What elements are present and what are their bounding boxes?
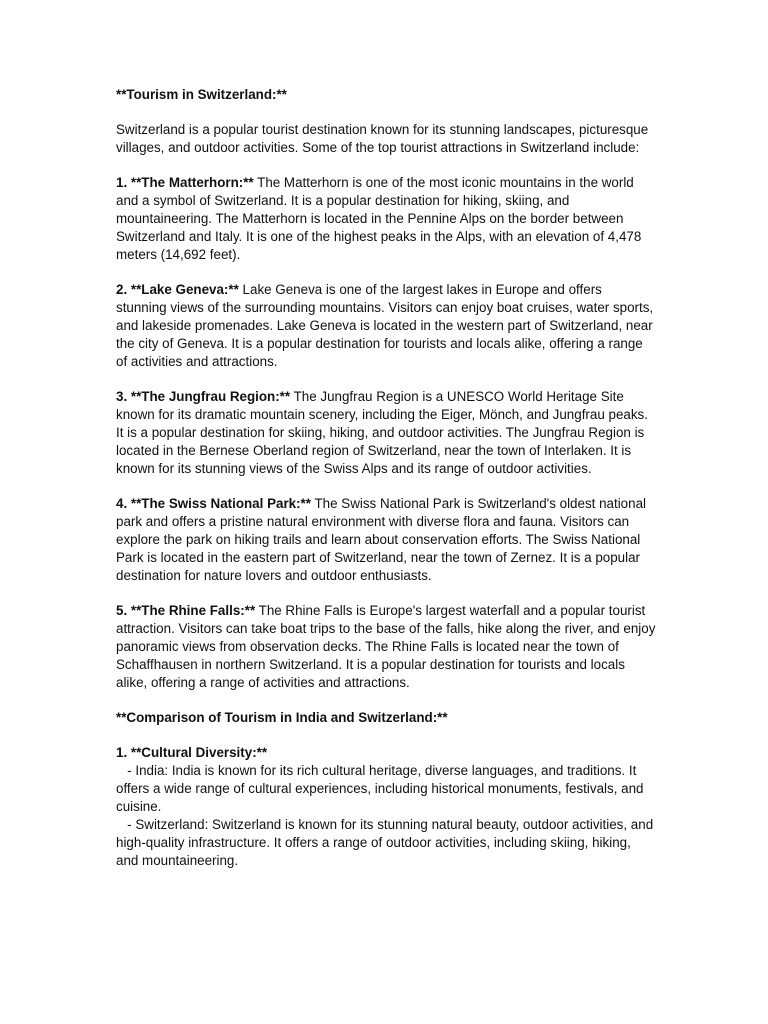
- attraction-text: The Swiss National Park is Switzerland's oldest national park and offers a pristine natural environment with diverse flora and fauna. Visitors can explore the park on hiking trails and learn about conservation efforts. The Swiss National Park is located in the eastern part of Switzerland, near the town of Zernez. It is a popular destination for nature lovers and outdoor enthusiasts.: [116, 496, 646, 583]
- intro-paragraph: Switzerland is a popular tourist destination known for its stunning landscapes, picturesque villages, and outdoor activities. Some of the top tourist attractions in Switzerland include:: [116, 122, 649, 155]
- comparison-india-text: - India: India is known for its rich cultural heritage, diverse languages, and traditions. It offers a wide range of cultural experiences, including historical monuments, festivals, and cuisine.: [116, 763, 644, 814]
- attraction-item-jungfrau: [116, 388, 656, 478]
- comparison-heading-text: **Comparison of Tourism in India and Switzerland:**: [116, 710, 448, 725]
- attraction-item-lake-geneva: [116, 281, 656, 371]
- heading-text: **Tourism in Switzerland:**: [116, 87, 287, 102]
- document-page: [116, 86, 656, 887]
- attraction-label: 5. **The Rhine Falls:**: [116, 603, 256, 618]
- comparison-label: 1. **Cultural Diversity:**: [116, 745, 268, 760]
- attraction-label: 2. **Lake Geneva:**: [116, 282, 239, 297]
- attraction-text: Lake Geneva is one of the largest lakes in Europe and offers stunning views of the surrounding mountains. Visitors can enjoy boat cruises, water sports, and lakeside promenades. Lake Geneva is located in the western part of Switzerland, near the city of Geneva. It is a popular destination for tourists and locals alike, offering a range of activities and attractions.: [116, 282, 654, 369]
- attraction-item-rhine-falls: [116, 602, 656, 692]
- comparison-heading: [116, 709, 656, 727]
- comparison-switzerland-text: - Switzerland: Switzerland is known for its stunning natural beauty, outdoor activities, and high-quality infrastructure. It offers a range of outdoor activities, including skiing, hiking, and mountaineering.: [116, 817, 654, 868]
- comparison-india: [116, 762, 656, 816]
- attraction-label: 1. **The Matterhorn:**: [116, 175, 254, 190]
- attraction-label: 3. **The Jungfrau Region:**: [116, 389, 291, 404]
- attraction-text: The Jungfrau Region is a UNESCO World Heritage Site known for its dramatic mountain scenery, including the Eiger, Mönch, and Jungfrau peaks. It is a popular destination for skiing, hiking, and outdoor activities. The Jungfrau Region is located in the Bernese Oberland region of Switzerland, near the town of Interlaken. It is known for its stunning views of the Swiss Alps and its range of outdoor activities.: [116, 389, 648, 476]
- attraction-item-matterhorn: [116, 174, 656, 264]
- comparison-switzerland: [116, 816, 656, 870]
- attraction-text: The Matterhorn is one of the most iconic mountains in the world and a symbol of Switzerland. It is a popular destination for hiking, skiing, and mountaineering. The Matterhorn is located in the Pennine Alps on the border between Switzerland and Italy. It is one of the highest peaks in the Alps, with an elevation of 4,478 meters (14,692 feet).: [116, 175, 642, 262]
- comparison-item-cultural-diversity: [116, 744, 656, 870]
- attraction-item-swiss-national-park: [116, 495, 656, 585]
- attraction-label: 4. **The Swiss National Park:**: [116, 496, 311, 511]
- attraction-text: The Rhine Falls is Europe's largest waterfall and a popular tourist attraction. Visitors can take boat trips to the base of the falls, hike along the river, and enjoy panoramic views from observation decks. The Rhine Falls is located near the town of Schaffhausen in northern Switzerland. It is a popular destination for tourists and locals alike, offering a range of activities and attractions.: [116, 603, 656, 690]
- document-heading: [116, 86, 656, 104]
